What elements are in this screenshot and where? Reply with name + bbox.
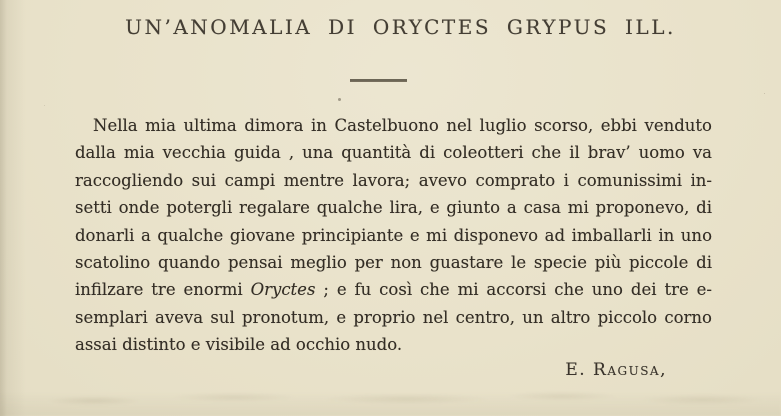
species-name-italic: Oryctes	[250, 280, 316, 300]
paragraph-line-6: scatolino quando pensai meglio per non guastare le specie più piccole di	[75, 252, 712, 272]
line-7-text-after: ; e fu così che mi accorsi che uno dei tre e-	[315, 280, 712, 300]
author-signature: E. Ragusa,	[565, 360, 667, 380]
paragraph-line-7	[75, 276, 712, 303]
paragraph-line-4: setti onde potergli regalare qualche lira, e giunto a casa mi proponevo, di	[75, 198, 712, 218]
line-7-text-before: infilzare tre enormi	[75, 280, 251, 300]
paragraph-line-3: raccogliendo sui campi mentre lavora; avevo comprato i comunissimi in-	[75, 170, 712, 190]
scan-speck	[338, 98, 341, 101]
article-body	[75, 112, 712, 359]
page-show-through	[0, 382, 781, 416]
article-title: UN’ANOMALIA DI ORYCTES GRYPUS ILL.	[125, 15, 676, 39]
paragraph-line-1: Nella mia ultima dimora in Castelbuono nel luglio scorso, ebbi venduto	[93, 116, 712, 135]
paragraph-line-9: assai distinto e visibile ad occhio nudo.	[75, 335, 403, 355]
paragraph-line-8: semplari aveva sul pronotum, e proprio nel centro, un altro piccolo corno	[75, 307, 712, 327]
paragraph-line-5: donarli a qualche giovane principiante e mi disponevo ad imballarli in uno	[75, 225, 712, 245]
title-divider-rule	[350, 79, 407, 82]
scan-edge-shadow	[0, 0, 30, 416]
paragraph-line-2: dalla mia vecchia guida , una quantità di coleotteri che il brav’ uomo va	[75, 143, 712, 163]
